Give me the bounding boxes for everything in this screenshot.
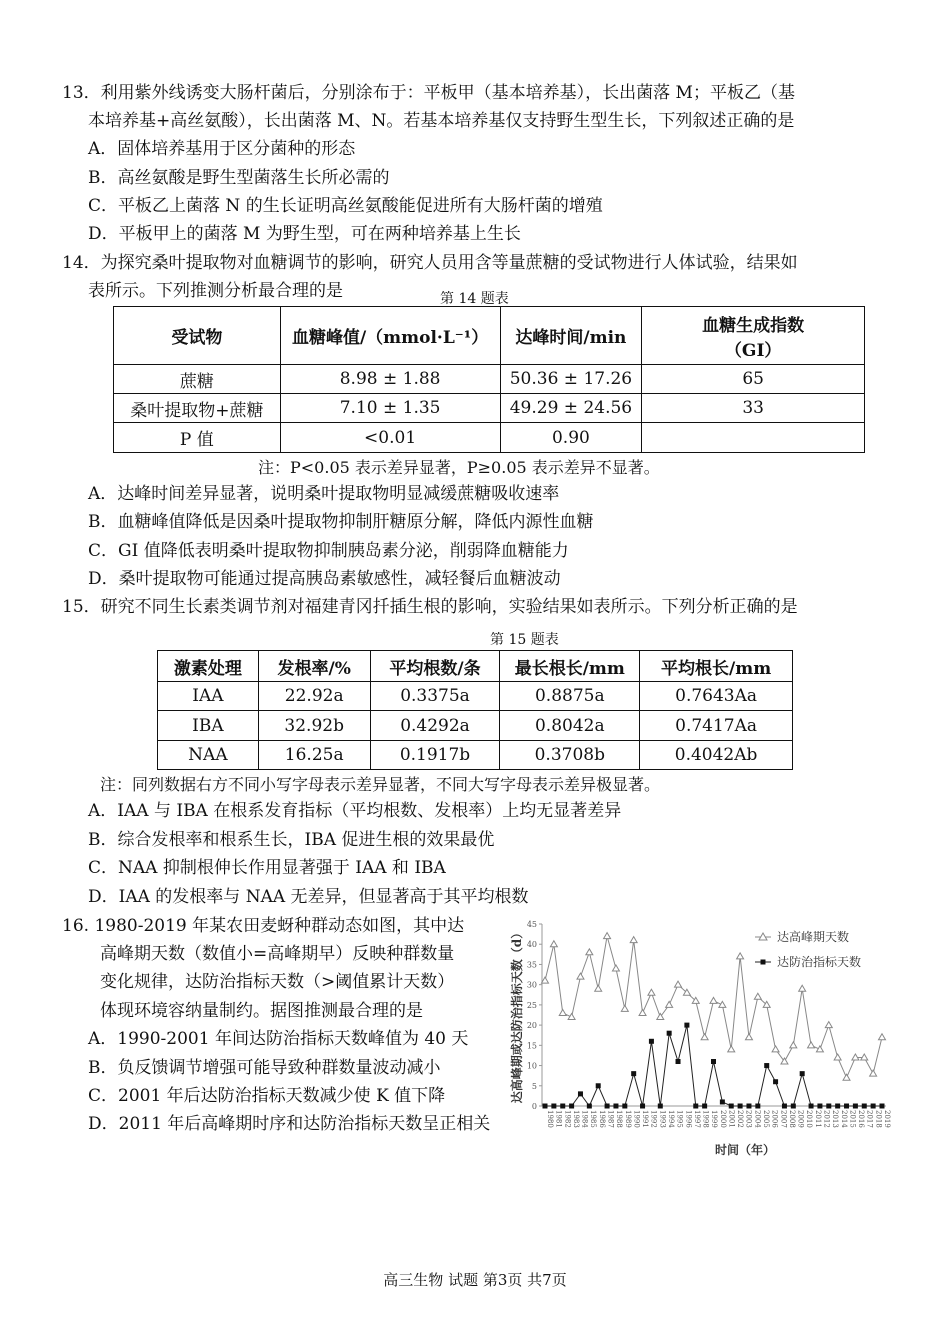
q16-stem-line: 高峰期天数（数值小=高峰期早）反映种群数量 — [100, 944, 455, 964]
data-point — [826, 1104, 831, 1109]
data-point — [684, 1023, 689, 1028]
cell: 33 — [642, 394, 865, 423]
x-tick-label: 2018 — [874, 1110, 883, 1128]
data-point — [595, 985, 602, 991]
x-tick-label: 2005 — [762, 1110, 771, 1128]
x-tick-label: 2007 — [779, 1110, 788, 1128]
y-tick-label: 30 — [526, 980, 537, 990]
q13-option-c: C．平板乙上菌落 N 的生长证明高丝氨酸能促进所有大肠杆菌的增殖 — [88, 196, 603, 216]
y-tick-label: 45 — [526, 920, 537, 929]
data-point — [569, 1104, 574, 1109]
table-header: 达峰时间/min — [500, 307, 642, 365]
table-header — [642, 307, 865, 365]
data-point — [799, 985, 806, 991]
data-point — [728, 1046, 735, 1052]
cell: 7.10 ± 1.35 — [280, 394, 500, 423]
header-line: （GI） — [724, 340, 782, 361]
data-point — [658, 1104, 663, 1109]
x-tick-label: 1984 — [580, 1110, 589, 1128]
cell: 65 — [642, 365, 865, 394]
table-15-caption: 第 15 题表 — [490, 632, 559, 648]
q15-option-d: D．IAA 的发根率与 NAA 无差异，但显著高于其平均根数 — [88, 887, 529, 907]
data-point — [834, 1054, 841, 1060]
legend-label: 达防治指标天数 — [777, 955, 862, 969]
q13-option-b: B．高丝氨酸是野生型菌落生长所必需的 — [88, 168, 390, 188]
y-tick-label: 40 — [526, 940, 537, 950]
table-header: 激素处理 — [158, 651, 259, 682]
legend-square-marker — [761, 960, 766, 965]
table-header: 发根率/% — [258, 651, 370, 682]
x-tick-label: 1994 — [666, 1110, 675, 1128]
x-tick-label: 1987 — [606, 1110, 615, 1128]
data-point — [648, 989, 655, 995]
data-point — [702, 1104, 707, 1109]
aphid-dynamics-chart — [505, 910, 900, 1165]
table-row — [114, 423, 865, 453]
table-14 — [113, 306, 865, 453]
cell: 0.7643Aa — [640, 682, 793, 711]
x-tick-label: 2012 — [822, 1110, 831, 1128]
x-axis-label: 时间（年） — [714, 1143, 776, 1157]
data-point — [738, 1104, 743, 1109]
data-point — [550, 941, 557, 947]
data-point — [631, 1071, 636, 1076]
data-point — [701, 1034, 708, 1040]
q16-option-d: D．2011 年后高峰期时序和达防治指标天数呈正相关 — [88, 1114, 491, 1134]
data-point — [675, 981, 682, 987]
data-point — [639, 1009, 646, 1015]
data-point — [746, 1104, 751, 1109]
table-15-note: 注：同列数据右方不同小写字母表示差异显著，不同大写字母表示差异极显著。 — [100, 775, 661, 794]
x-tick-label: 1986 — [597, 1110, 606, 1128]
data-point — [693, 1104, 698, 1109]
data-point — [782, 1104, 787, 1109]
data-point — [754, 993, 761, 999]
data-point — [755, 1104, 760, 1109]
q16-option-b: B．负反馈调节增强可能导致种群数量波动减小 — [88, 1058, 441, 1078]
x-tick-label: 1990 — [632, 1110, 641, 1128]
table-header: 最长根长/mm — [500, 651, 640, 682]
q14-stem-line: 14．为探究桑叶提取物对血糖调节的影响，研究人员用含等量蔗糖的受试物进行人体试验，结果如 — [62, 253, 798, 273]
data-point — [790, 1042, 797, 1048]
data-point — [630, 937, 637, 943]
cell: 蔗糖 — [114, 365, 281, 394]
data-point — [880, 1104, 885, 1109]
data-point — [773, 1079, 778, 1084]
x-tick-label: 2004 — [753, 1110, 762, 1128]
table-row — [158, 741, 793, 770]
legend-label: 达高峰期天数 — [777, 930, 850, 944]
q15-option-b: B．综合发根率和根系生长，IBA 促进生根的效果最优 — [88, 830, 495, 850]
x-tick-label: 2015 — [848, 1110, 857, 1128]
data-point — [578, 1091, 583, 1096]
q13-option-a: A．固体培养基用于区分菌种的形态 — [88, 139, 356, 159]
cell: 32.92b — [258, 711, 370, 741]
data-point — [853, 1104, 858, 1109]
table-row — [114, 394, 865, 423]
q14-option-b: B．血糖峰值降低是因桑叶提取物抑制肝糖原分解，降低内源性血糖 — [88, 512, 594, 532]
cell: <0.01 — [280, 423, 500, 453]
x-tick-label: 2000 — [718, 1110, 727, 1128]
x-tick-label: 2003 — [744, 1110, 753, 1128]
cell: 0.8875a — [500, 682, 640, 711]
data-point — [843, 1074, 850, 1080]
y-tick-label: 35 — [526, 960, 537, 970]
cell: 0.4042Ab — [640, 741, 793, 770]
x-tick-label: 2001 — [727, 1110, 736, 1128]
data-point — [808, 1042, 815, 1048]
y-tick-label: 15 — [526, 1041, 537, 1051]
x-tick-label: 1989 — [623, 1110, 632, 1128]
data-point — [816, 1046, 823, 1052]
table-14-note: 注：P<0.05 表示差异显著，P≥0.05 表示差异不显著。 — [258, 458, 660, 477]
data-point — [621, 1005, 628, 1011]
data-point — [543, 1104, 548, 1109]
data-point — [649, 1039, 654, 1044]
data-point — [622, 1104, 627, 1109]
data-point — [612, 965, 619, 971]
x-tick-label: 1996 — [684, 1110, 693, 1128]
data-point — [871, 1104, 876, 1109]
x-tick-label: 2006 — [770, 1110, 779, 1128]
data-point — [711, 1059, 716, 1064]
q16-option-a: A．1990-2001 年间达防治指标天数峰值为 40 天 — [88, 1029, 469, 1049]
x-tick-label: 2002 — [736, 1110, 745, 1128]
series-line — [545, 1025, 882, 1106]
q16-stem-line: 16. 1980-2019 年某农田麦蚜种群动态如图，其中达 — [62, 916, 465, 936]
data-point — [879, 1034, 886, 1040]
data-point — [745, 1034, 752, 1040]
data-point — [560, 1104, 565, 1109]
x-tick-label: 2011 — [813, 1110, 822, 1128]
table-header: 血糖峰值/（mmol·L⁻¹） — [280, 307, 500, 365]
q14-option-d: D．桑叶提取物可能通过提高胰岛素敏感性，减轻餐后血糖波动 — [88, 569, 561, 589]
x-tick-label: 2008 — [787, 1110, 796, 1128]
data-point — [737, 953, 744, 959]
q13-option-d: D．平板甲上的菌落 M 为野生型，可在两种培养基上生长 — [88, 224, 521, 244]
data-point — [613, 1104, 618, 1109]
data-point — [710, 997, 717, 1003]
data-point — [791, 1104, 796, 1109]
cell: 16.25a — [258, 741, 370, 770]
cell: 8.98 ± 1.88 — [280, 365, 500, 394]
data-point — [870, 1070, 877, 1076]
cell: NAA — [158, 741, 259, 770]
table-row — [114, 365, 865, 394]
data-point — [586, 949, 593, 955]
data-point — [604, 933, 611, 939]
page-footer: 高三生物 试题 第3页 共7页 — [383, 1271, 567, 1289]
cell: 0.3375a — [370, 682, 500, 711]
data-point — [764, 1063, 769, 1068]
cell: 0.3708b — [500, 741, 640, 770]
data-point — [666, 1001, 673, 1007]
x-tick-label: 1997 — [692, 1110, 701, 1128]
x-tick-label: 1985 — [589, 1110, 598, 1128]
x-tick-label: 1981 — [554, 1110, 563, 1128]
data-point — [577, 973, 584, 979]
table-15 — [157, 650, 793, 770]
table-header: 平均根长/mm — [640, 651, 793, 682]
data-point — [800, 1071, 805, 1076]
y-tick-label: 0 — [531, 1102, 537, 1111]
x-tick-label: 1998 — [701, 1110, 710, 1128]
cell: IAA — [158, 682, 259, 711]
q15-stem-line: 15．研究不同生长素类调节剂对福建青冈扦插生根的影响，实验结果如表所示。下列分析正确的是 — [62, 597, 798, 617]
data-point — [862, 1104, 867, 1109]
legend — [755, 929, 861, 969]
x-tick-label: 2013 — [831, 1110, 840, 1128]
q15-option-a: A．IAA 与 IBA 在根系发育指标（平均根数、发根率）上均无显著差异 — [88, 801, 622, 821]
cell: 0.1917b — [370, 741, 500, 770]
cell: 0.8042a — [500, 711, 640, 741]
q16-stem-line: 变化规律，达防治指标天数（>阈值累计天数） — [100, 972, 455, 992]
data-point — [667, 1031, 672, 1036]
table-row — [158, 711, 793, 741]
cell: 0.7417Aa — [640, 711, 793, 741]
q16-option-c: C．2001 年后达防治指标天数减少使 K 值下降 — [88, 1086, 446, 1106]
data-point — [568, 1014, 575, 1020]
x-tick-label: 1991 — [641, 1110, 650, 1128]
q14-stem-line: 表所示。下列推测分析最合理的是 — [88, 281, 343, 301]
x-tick-label: 1983 — [571, 1110, 580, 1128]
x-tick-label: 2017 — [865, 1110, 874, 1128]
data-point — [559, 1009, 566, 1015]
header-line: 血糖生成指数 — [702, 315, 805, 336]
cell: 0.4292a — [370, 711, 500, 741]
x-tick-label: 1993 — [658, 1110, 667, 1128]
x-tick-label: 2014 — [839, 1110, 848, 1128]
table-row — [158, 682, 793, 711]
table-header: 平均根数/条 — [370, 651, 500, 682]
data-point — [772, 1046, 779, 1052]
y-tick-label: 10 — [526, 1061, 537, 1071]
x-tick-label: 1995 — [675, 1110, 684, 1128]
data-point — [729, 1104, 734, 1109]
data-point — [835, 1104, 840, 1109]
x-tick-label: 2009 — [796, 1110, 805, 1128]
data-point — [719, 1001, 726, 1007]
x-tick-label: 1980 — [546, 1110, 554, 1128]
cell — [642, 423, 865, 453]
q13-stem-line: 13．利用紫外线诱变大肠杆菌后，分别涂布于：平板甲（基本培养基），长出菌落 M；平板乙（基 — [62, 83, 795, 103]
data-point — [720, 1099, 725, 1104]
x-tick-label: 2010 — [805, 1110, 814, 1128]
data-point — [844, 1104, 849, 1109]
data-point — [817, 1104, 822, 1109]
x-tick-label: 1999 — [710, 1110, 719, 1128]
y-tick-label: 25 — [526, 1000, 537, 1010]
cell: 50.36 ± 17.26 — [500, 365, 642, 394]
cell: 桑叶提取物+蔗糖 — [114, 394, 281, 423]
y-tick-label: 5 — [531, 1081, 537, 1091]
x-tick-label: 2016 — [857, 1110, 866, 1128]
data-point — [825, 1022, 832, 1028]
q16-stem-line: 体现环境容纳量制约。据图推测最合理的是 — [100, 1001, 423, 1021]
data-point — [551, 1104, 556, 1109]
x-tick-label: 1992 — [649, 1110, 658, 1128]
table-14-caption: 第 14 题表 — [440, 291, 509, 307]
cell: IBA — [158, 711, 259, 741]
data-point — [809, 1104, 814, 1109]
q14-option-c: C．GI 值降低表明桑叶提取物抑制胰岛素分泌，削弱降血糖能力 — [88, 541, 569, 561]
y-axis-label: 达高峰期或达防治指标天数（d） — [510, 926, 524, 1104]
cell: 22.92a — [258, 682, 370, 711]
cell: P 值 — [114, 423, 281, 453]
data-point — [596, 1083, 601, 1088]
data-point — [587, 1104, 592, 1109]
y-tick-label: 20 — [526, 1021, 537, 1031]
q14-option-a: A．达峰时间差异显著，说明桑叶提取物明显减缓蔗糖吸收速率 — [88, 484, 560, 504]
cell: 49.29 ± 24.56 — [500, 394, 642, 423]
cell: 0.90 — [500, 423, 642, 453]
data-point — [605, 1104, 610, 1109]
x-tick-label: 2019 — [883, 1110, 891, 1128]
table-header: 受试物 — [114, 307, 281, 365]
q13-stem-line: 本培养基+高丝氨酸），长出菌落 M、N。若基本培养基仅支持野生型生长，下列叙述正确的是 — [88, 111, 795, 131]
x-tick-label: 1982 — [563, 1110, 572, 1128]
data-point — [676, 1059, 681, 1064]
data-point — [542, 977, 549, 983]
data-point — [640, 1104, 645, 1109]
q15-option-c: C．NAA 抑制根伸长作用显著强于 IAA 和 IBA — [88, 858, 446, 878]
x-tick-label: 1988 — [615, 1110, 624, 1128]
